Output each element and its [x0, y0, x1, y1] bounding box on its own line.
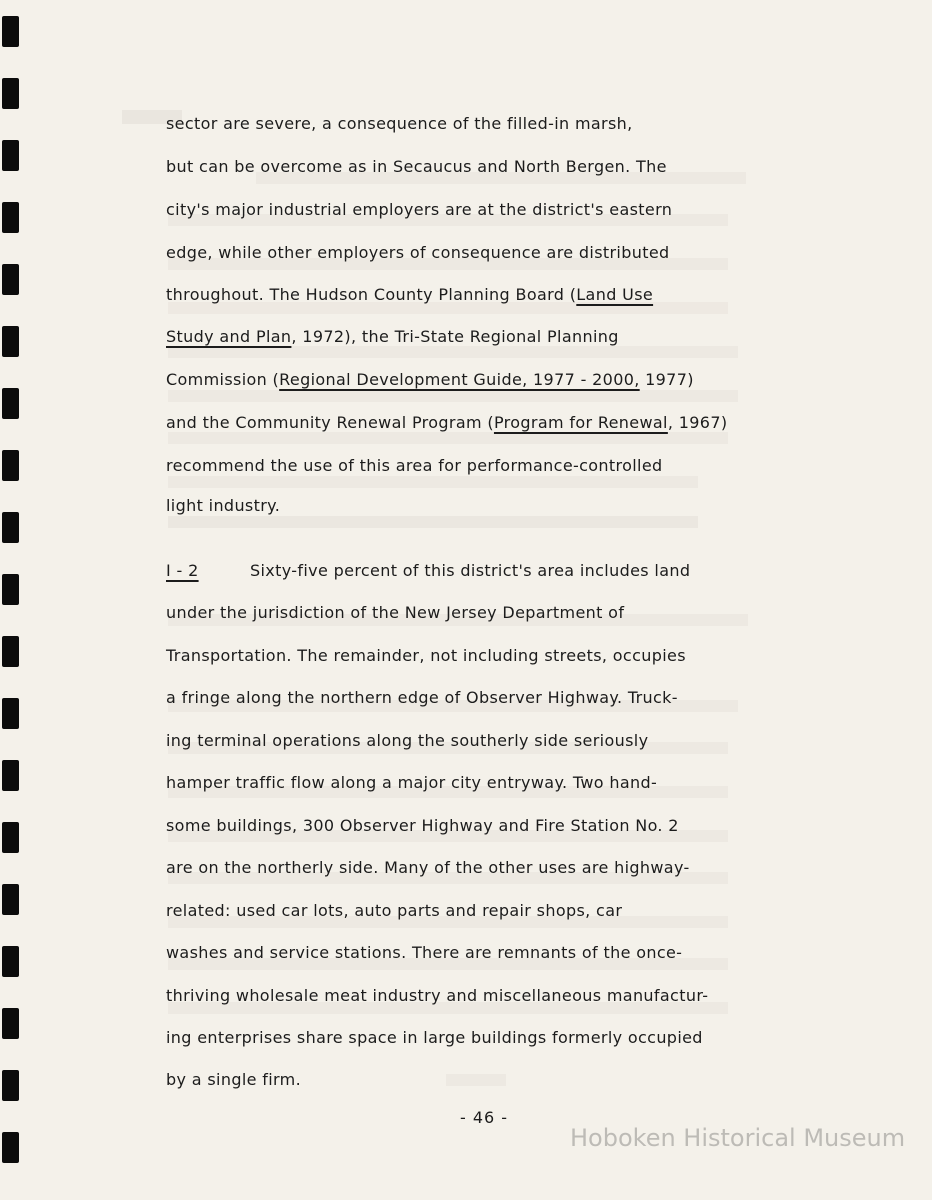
binding-hole	[2, 946, 19, 977]
section-first-line: I - 2 Sixty-five percent of this district's area includes land	[166, 561, 691, 580]
body-line: throughout. The Hudson County Planning Board (Land Use	[166, 285, 654, 304]
body-line: a fringe along the northern edge of Observer Highway. Truck-	[166, 688, 678, 707]
body-line: are on the northerly side. Many of the other uses are highway-	[166, 858, 690, 877]
body-line: ing terminal operations along the southerly side seriously	[166, 731, 649, 750]
binding-hole	[2, 884, 19, 915]
citation-title: Program for Renewal	[493, 413, 668, 432]
citation-title: Study and Plan	[166, 327, 292, 346]
body-line: sector are severe, a consequence of the filled-in marsh,	[166, 114, 633, 133]
binding-hole	[2, 16, 19, 47]
body-line: light industry.	[166, 496, 281, 515]
body-line: and the Community Renewal Program (Program for Renewal, 1967)	[166, 413, 728, 432]
section-label: I - 2	[166, 561, 199, 580]
body-line: ing enterprises share space in large buildings formerly occupied	[166, 1028, 703, 1047]
body-line: edge, while other employers of consequence are distributed	[166, 243, 670, 262]
binding-hole	[2, 1070, 19, 1101]
binding-hole	[2, 698, 19, 729]
body-line: by a single firm.	[166, 1070, 302, 1089]
binding-hole	[2, 78, 19, 109]
body-line: some buildings, 300 Observer Highway and Fire Station No. 2	[166, 816, 679, 835]
body-line: washes and service stations. There are remnants of the once-	[166, 943, 683, 962]
citation-title: Regional Development Guide, 1977 - 2000,	[279, 370, 640, 389]
body-line: Commission (Regional Development Guide, 1977 - 2000, 1977)	[166, 370, 694, 389]
citation-title: Land Use	[576, 285, 654, 304]
body-line: under the jurisdiction of the New Jersey Department of	[166, 603, 625, 622]
binding-hole	[2, 202, 19, 233]
binding-hole	[2, 760, 19, 791]
binding-hole	[2, 450, 19, 481]
binding-hole	[2, 140, 19, 171]
binding-hole	[2, 264, 19, 295]
binding-hole	[2, 1132, 19, 1163]
spiral-binding	[0, 0, 26, 1200]
binding-hole	[2, 388, 19, 419]
body-line: thriving wholesale meat industry and miscellaneous manufactur-	[166, 986, 709, 1005]
museum-watermark: Hoboken Historical Museum	[570, 1124, 906, 1152]
binding-hole	[2, 636, 19, 667]
binding-hole	[2, 574, 19, 605]
binding-hole	[2, 512, 19, 543]
binding-hole	[2, 1008, 19, 1039]
body-line: Study and Plan, 1972), the Tri-State Regional Planning	[166, 327, 619, 346]
body-line: related: used car lots, auto parts and repair shops, car	[166, 901, 623, 920]
body-line: hamper traffic flow along a major city entryway. Two hand-	[166, 773, 658, 792]
binding-hole	[2, 326, 19, 357]
body-line: but can be overcome as in Secaucus and North Bergen. The	[166, 157, 667, 176]
binding-hole	[2, 822, 19, 853]
body-line: city's major industrial employers are at the district's eastern	[166, 200, 673, 219]
body-line: recommend the use of this area for performance-controlled	[166, 456, 663, 475]
page-number: - 46 -	[460, 1108, 509, 1127]
body-line: Transportation. The remainder, not including streets, occupies	[166, 646, 686, 665]
